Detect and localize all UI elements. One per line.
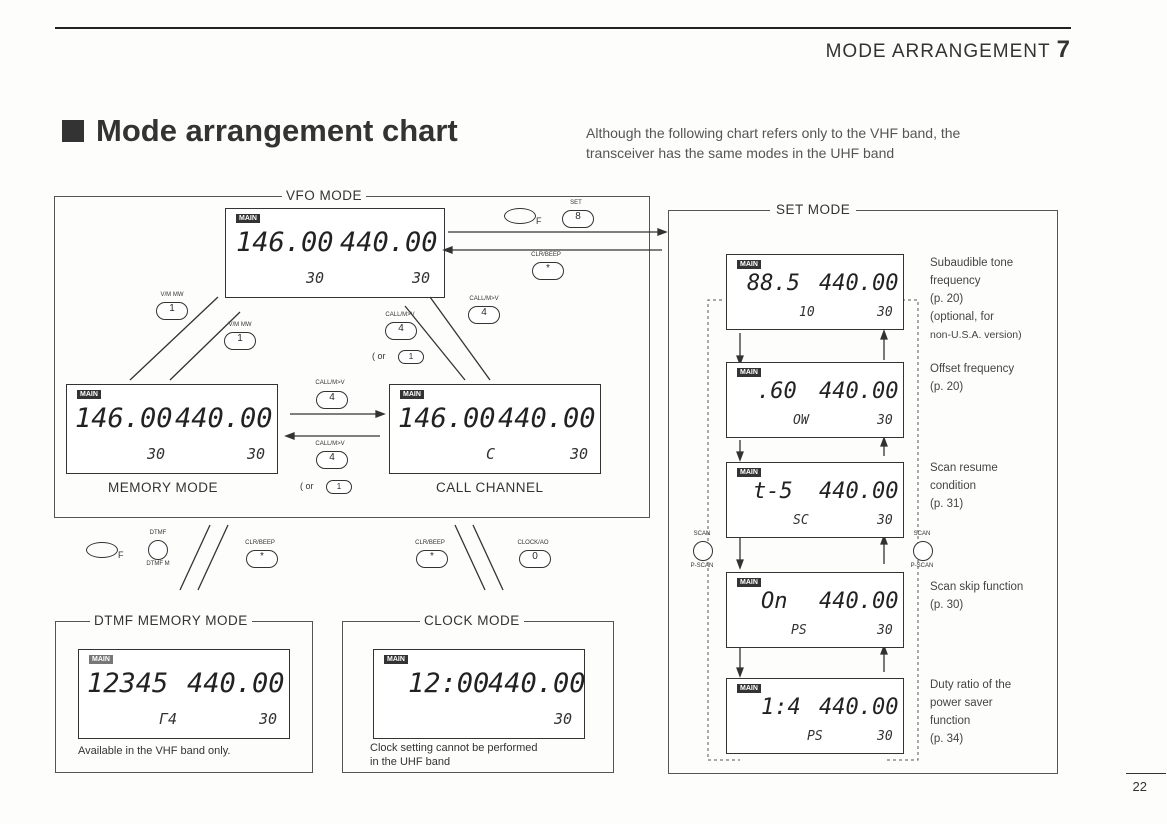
set-screen-1-left: 88.5: [747, 271, 800, 296]
set-screen-5: [726, 678, 904, 754]
intro-line-1: Although the following chart refers only to the VHF band, the: [586, 125, 961, 141]
memory-mode-label: MEMORY MODE: [108, 480, 219, 495]
function-key-icon: [504, 208, 536, 224]
set-screen-2-right: 440.00: [819, 379, 899, 404]
main-tag: MAIN: [236, 214, 260, 223]
set-screen-1-sub-left: 10: [799, 305, 815, 320]
clock-ao-key-label: CLOCK/AO: [517, 540, 549, 546]
dtmf-sub-right: 30: [259, 710, 278, 728]
set-screen-5-sub-right: 30: [877, 729, 893, 744]
call-mv-key-label-3: CALL/M>V: [315, 380, 345, 386]
set-screen-3-right: 440.00: [819, 479, 899, 504]
set-screen-4-sub-right: 30: [877, 623, 893, 638]
main-tag: MAIN: [77, 390, 101, 399]
call-sub-left: C: [486, 445, 496, 463]
vm-mw-key-2[interactable]: 1: [224, 332, 256, 350]
main-tag: MAIN: [737, 578, 761, 587]
vm-mw-key[interactable]: 1: [156, 302, 188, 320]
dtmf-sub-left: Γ4: [159, 710, 178, 728]
scan-key-label: SCAN: [693, 531, 711, 537]
or-text-2: ( or: [300, 481, 314, 491]
clock-note-line-2: in the UHF band: [370, 756, 451, 768]
dtmf-freq-right: 440.00: [187, 668, 285, 699]
set-desc-5: Duty ratio of the power saver function (p. 34): [930, 679, 1012, 745]
main-tag: MAIN: [384, 655, 408, 664]
call-mv-key-2[interactable]: 4: [468, 306, 500, 324]
page-number: 22: [1132, 779, 1147, 794]
p-scan-label: P-SCAN: [690, 563, 714, 569]
or-text: ( or: [372, 351, 386, 361]
memory-freq-right: 440.00: [175, 403, 273, 434]
vfo-freq-left: 146.00: [236, 227, 334, 258]
set-screen-2: [726, 362, 904, 438]
section-title: Mode arrangement chart: [96, 113, 458, 148]
set-screen-2-sub-right: 30: [877, 413, 893, 428]
clock-note-line-1: Clock setting cannot be performed: [370, 742, 538, 754]
vm-mw-alt-key-2[interactable]: 1: [326, 480, 352, 494]
set-screen-4-right: 440.00: [819, 589, 899, 614]
scan-key-2[interactable]: [913, 541, 933, 561]
dtmf-display: [78, 649, 290, 739]
dtmf-key-label: DTMF: [149, 530, 167, 536]
main-tag: MAIN: [737, 260, 761, 269]
vfo-freq-right: 440.00: [340, 227, 438, 258]
clock-time: 12:00: [408, 668, 490, 699]
set-key-label: SET: [570, 200, 582, 206]
set-screen-4-sub-left: PS: [791, 623, 807, 638]
memory-sub-right: 30: [247, 445, 266, 463]
clock-display: [373, 649, 585, 739]
vfo-sub-left: 30: [306, 269, 325, 287]
set-desc-2: Offset frequency (p. 20): [930, 363, 1015, 393]
set-mode-label: SET MODE: [770, 202, 856, 217]
set-screen-5-right: 440.00: [819, 695, 899, 720]
clock-sub-right: 30: [554, 710, 573, 728]
set-screen-2-sub-left: OW: [793, 413, 809, 428]
vfo-mode-label: VFO MODE: [282, 188, 366, 203]
clock-note: [370, 741, 538, 769]
scan-key-label-2: SCAN: [913, 531, 931, 537]
memory-sub-left: 30: [147, 445, 166, 463]
clr-beep-key-2[interactable]: *: [246, 550, 278, 568]
set-screen-3-sub-left: SC: [793, 513, 809, 528]
call-mv-key-4[interactable]: 4: [316, 451, 348, 469]
call-freq-right: 440.00: [498, 403, 596, 434]
call-freq-left: 146.00: [398, 403, 496, 434]
set-screen-1-sub-right: 30: [877, 305, 893, 320]
clr-beep-key[interactable]: *: [532, 262, 564, 280]
call-mv-key-label: CALL/M>V: [385, 312, 415, 318]
clock-ao-key[interactable]: 0: [519, 550, 551, 568]
memory-freq-left: 146.00: [75, 403, 173, 434]
dtmf-freq-left: 12345: [87, 668, 169, 699]
vm-mw-key-label-2: V/M MW: [228, 322, 252, 328]
dtmf-note: Available in the VHF band only.: [78, 745, 231, 757]
main-tag: MAIN: [737, 368, 761, 377]
dtmf-key[interactable]: [148, 540, 168, 560]
dtmf-m-label: DTMF M: [146, 561, 170, 567]
main-tag: MAIN: [737, 468, 761, 477]
main-tag: MAIN: [89, 655, 113, 664]
set-screen-4: [726, 572, 904, 648]
function-key-icon-2: [86, 542, 118, 558]
f-label: F: [536, 216, 542, 226]
set-desc-1: Subaudible tone frequency (p. 20) (optional, for non-U.S.A. version): [930, 257, 1022, 341]
scan-key[interactable]: [693, 541, 713, 561]
dtmf-mode-label: DTMF MEMORY MODE: [90, 613, 252, 628]
clock-mode-label: CLOCK MODE: [420, 613, 524, 628]
p-scan-label-2: P-SCAN: [910, 563, 934, 569]
clr-beep-key-3[interactable]: *: [416, 550, 448, 568]
vfo-sub-right: 30: [412, 269, 431, 287]
set-key[interactable]: 8: [562, 210, 594, 228]
vm-mw-key-label: V/M MW: [160, 292, 184, 298]
main-tag: MAIN: [400, 390, 424, 399]
chapter-title: MODE ARRANGEMENT: [825, 41, 1051, 62]
main-tag: MAIN: [737, 684, 761, 693]
intro-line-2: transceiver has the same modes in the UHF band: [586, 145, 895, 161]
set-screen-3-sub-right: 30: [877, 513, 893, 528]
clr-beep-key-label: CLR/BEEP: [531, 252, 561, 258]
set-screen-4-left: On: [761, 589, 788, 614]
call-mv-key[interactable]: 4: [385, 322, 417, 340]
call-channel-label: CALL CHANNEL: [436, 480, 544, 495]
set-desc-3: Scan resume condition (p. 31): [930, 462, 998, 510]
set-screen-5-sub-left: PS: [807, 729, 823, 744]
chapter-number: 7: [1056, 36, 1071, 63]
call-mv-key-3[interactable]: 4: [316, 391, 348, 409]
vm-mw-alt-key[interactable]: 1: [398, 350, 424, 364]
set-screen-1: [726, 254, 904, 330]
clr-beep-key-label-2: CLR/BEEP: [245, 540, 275, 546]
clock-freq-right: 440.00: [488, 668, 586, 699]
clr-beep-key-label-3: CLR/BEEP: [415, 540, 445, 546]
set-screen-3: [726, 462, 904, 538]
set-screen-3-left: t-5: [753, 479, 793, 504]
call-mv-key-label-2: CALL/M>V: [469, 296, 499, 302]
f-label-2: F: [118, 550, 124, 560]
set-screen-1-right: 440.00: [819, 271, 899, 296]
set-screen-2-left: .60: [757, 379, 797, 404]
call-mv-key-label-4: CALL/M>V: [315, 441, 345, 447]
call-sub-right: 30: [570, 445, 589, 463]
set-screen-5-left: 1:4: [761, 695, 801, 720]
set-desc-4: Scan skip function (p. 30): [930, 581, 1024, 611]
page-number-rule: [1126, 773, 1166, 774]
